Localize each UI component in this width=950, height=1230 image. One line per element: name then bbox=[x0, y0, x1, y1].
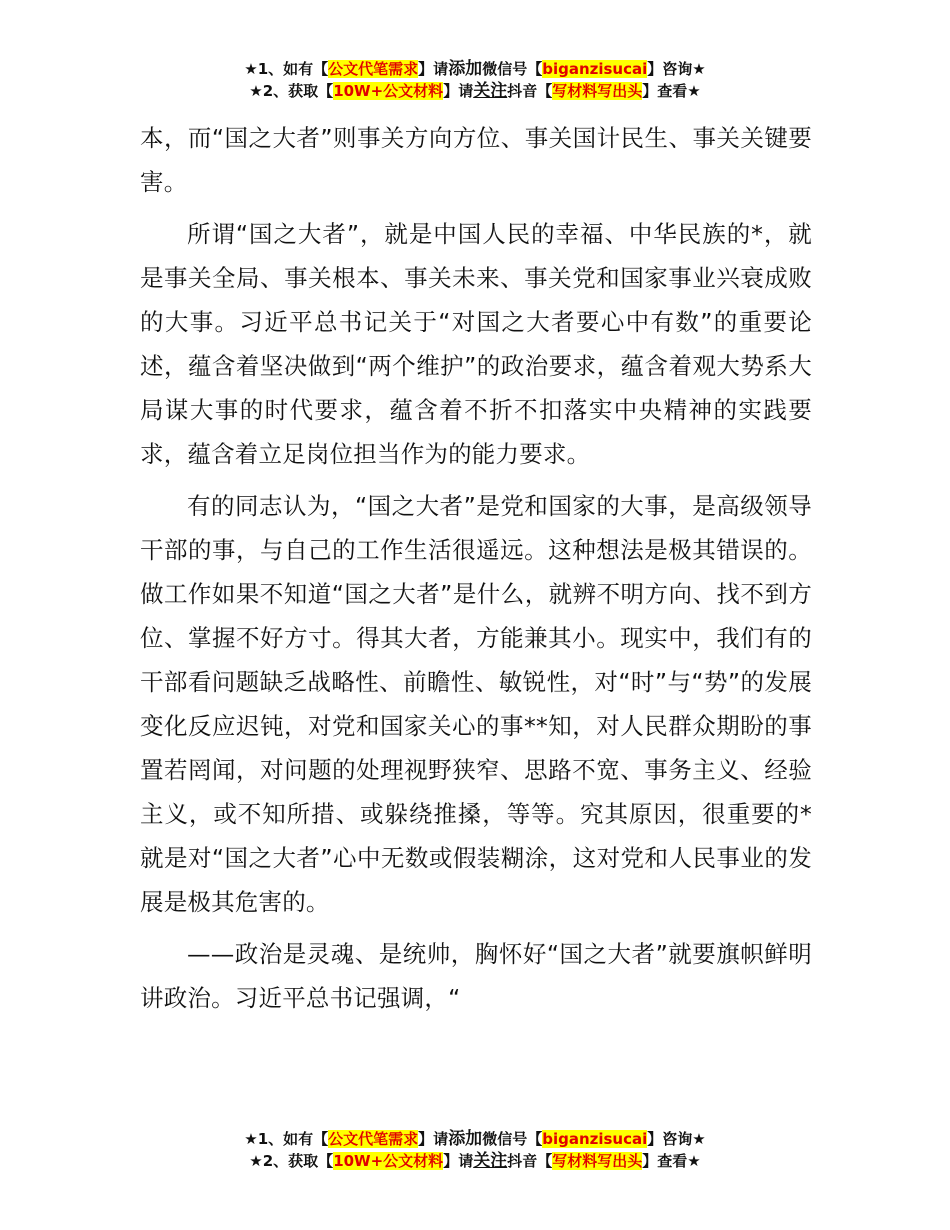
banner-text: 】请 bbox=[443, 82, 474, 100]
banner-text: 抖音【 bbox=[507, 1152, 553, 1170]
materials-highlight: 10W+公文材料 bbox=[333, 82, 444, 100]
paragraph: 所谓“国之大者”，就是中国人民的幸福、中华民族的*，就是事关全局、事关根本、事关未来、事关党和国家事业兴衰成败的大事。习近平总书记关于“对国之大者要心中有数”的重要论述，蕴含着坚决做到“两个维护”的政治要求，蕴含着观大势系大局谋大事的时代要求，蕴含着不折不扣落实中央精神的实践要求，蕴含着立足岗位担当作为的能力要求。 bbox=[140, 220, 812, 468]
banner-text: ★2、获取【 bbox=[249, 1152, 334, 1170]
banner-text: 】请 bbox=[418, 1130, 449, 1148]
banner-emphasis: 添加 bbox=[448, 59, 483, 79]
banner-text: 】咨询★ bbox=[647, 60, 706, 78]
banner-text: 】查看★ bbox=[642, 1152, 701, 1170]
banner-text: ★2、获取【 bbox=[249, 82, 334, 100]
service-highlight: 公文代笔需求 bbox=[328, 60, 419, 78]
banner-line-1 bbox=[0, 1128, 950, 1150]
banner-text: 微信号【 bbox=[482, 60, 543, 78]
wechat-id-highlight: biganzisucai bbox=[542, 60, 648, 78]
wechat-id-highlight: biganzisucai bbox=[542, 1130, 648, 1148]
banner-line-2 bbox=[0, 1150, 950, 1172]
paragraph: ——政治是灵魂、是统帅，胸怀好“国之大者”就要旗帜鲜明讲政治。习近平总书记强调，“ bbox=[140, 940, 812, 1012]
header-banner bbox=[0, 58, 950, 102]
banner-text: 】请 bbox=[418, 60, 449, 78]
banner-text: ★1、如有【 bbox=[244, 1130, 329, 1148]
paragraph-continued: 本，而“国之大者”则事关方向方位、事关国计民生、事关关键要害。 bbox=[140, 124, 812, 196]
banner-emphasis: 关注 bbox=[473, 81, 508, 101]
banner-text: 】查看★ bbox=[642, 82, 701, 100]
banner-emphasis: 关注 bbox=[473, 1151, 508, 1171]
footer-banner bbox=[0, 1128, 950, 1172]
douyin-id-highlight: 写材料写出头 bbox=[552, 1152, 643, 1170]
banner-text: 微信号【 bbox=[482, 1130, 543, 1148]
paragraph: 有的同志认为，“国之大者”是党和国家的大事，是高级领导干部的事，与自己的工作生活很遥远。这种想法是极其错误的。做工作如果不知道“国之大者”是什么，就辨不明方向、找不到方位、掌握不好方寸。得其大者，方能兼其小。现实中，我们有的干部看问题缺乏战略性、前瞻性、敏锐性，对“时”与“势”的发展变化反应迟钝，对党和国家关心的事**知，对人民群众期盼的事置若罔闻，对问题的处理视野狭窄、思路不宽、事务主义、经验主义，或不知所措、或躲绕推搡，等等。究其原因，很重要的*就是对“国之大者”心中无数或假装糊涂，这对党和人民事业的发展是极其危害的。 bbox=[140, 492, 812, 916]
douyin-id-highlight: 写材料写出头 bbox=[552, 82, 643, 100]
banner-text: ★1、如有【 bbox=[244, 60, 329, 78]
banner-text: 】请 bbox=[443, 1152, 474, 1170]
banner-text: 抖音【 bbox=[507, 82, 553, 100]
service-highlight: 公文代笔需求 bbox=[328, 1130, 419, 1148]
banner-line-1 bbox=[0, 58, 950, 80]
banner-text: 】咨询★ bbox=[647, 1130, 706, 1148]
banner-line-2 bbox=[0, 80, 950, 102]
materials-highlight: 10W+公文材料 bbox=[333, 1152, 444, 1170]
document-body bbox=[140, 116, 812, 1028]
banner-emphasis: 添加 bbox=[448, 1129, 483, 1149]
